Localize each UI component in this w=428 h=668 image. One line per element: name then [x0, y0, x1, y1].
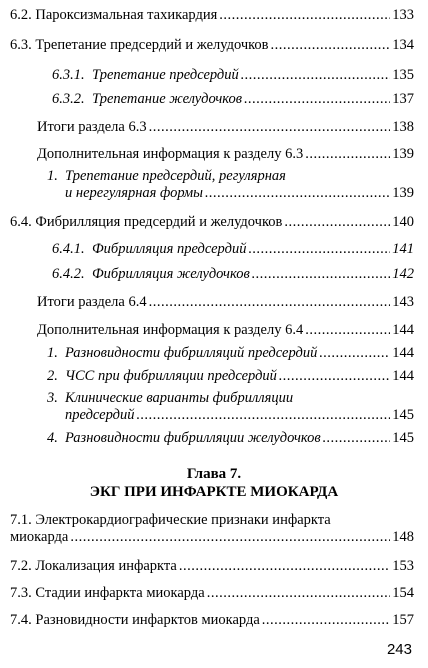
- leader-dots: [219, 7, 390, 24]
- toc-entry-number: 3.: [47, 390, 58, 406]
- leader-dots: [149, 119, 391, 136]
- toc-entry-page: 135: [392, 67, 414, 83]
- toc-entry-number: 7.4.: [10, 612, 32, 628]
- leader-dots: [284, 214, 390, 231]
- toc-entry-extra-6-3-1-line2: [65, 185, 414, 202]
- toc-entry-page: 144: [392, 368, 414, 384]
- toc-entry-title: Итоги раздела 6.4: [37, 294, 147, 310]
- toc-entry-title: Трепетание предсердий и желудочков: [35, 37, 269, 53]
- leader-dots: [207, 585, 391, 602]
- toc-entry-summary-6-4: [37, 294, 414, 311]
- leader-dots: [149, 294, 391, 311]
- toc-entry-title-line2: предсердий: [65, 407, 135, 423]
- toc-entry-number: 6.4.1.: [52, 241, 85, 257]
- toc-entry-number: 6.3.1.: [52, 67, 85, 83]
- toc-entry-page: 141: [392, 241, 414, 257]
- toc-entry-extra-6-4-3-line1: [47, 390, 414, 407]
- toc-entry-number: 1.: [47, 168, 58, 184]
- toc-entry-summary-6-3: [37, 119, 414, 136]
- toc-entry-page: 145: [392, 407, 414, 423]
- leader-dots: [252, 266, 390, 283]
- toc-entry-extra-6-4-2: [47, 368, 414, 385]
- leader-dots: [319, 345, 390, 362]
- toc-entry-number: 7.3.: [10, 585, 32, 601]
- toc-entry-number: 6.2.: [10, 7, 32, 23]
- toc-entry-extra-6-4-4: [47, 430, 414, 447]
- toc-entry-6-3: [10, 37, 414, 54]
- toc-entry-page: 153: [392, 558, 414, 574]
- toc-entry-page: 134: [392, 37, 414, 53]
- leader-dots: [244, 91, 390, 108]
- toc-entry-6-4: [10, 214, 414, 231]
- toc-entry-title: Стадии инфаркта миокарда: [35, 585, 205, 601]
- chapter-label: Глава 7.: [186, 466, 242, 482]
- toc-entry-title-line1: Электрокардиографические признаки инфаркта: [35, 512, 331, 528]
- leader-dots: [205, 185, 390, 202]
- toc-entry-number: 6.4.: [10, 214, 32, 230]
- toc-entry-title-line2: и нерегулярная формы: [65, 185, 203, 201]
- toc-entry-number: 6.3.2.: [52, 91, 85, 107]
- toc-entry-7-1-line1: [10, 512, 414, 529]
- toc-entry-6-3-1: [52, 67, 414, 84]
- toc-entry-number: 6.3.: [10, 37, 32, 53]
- toc-entry-page: 144: [392, 322, 414, 338]
- toc-entry-page: 145: [392, 430, 414, 446]
- toc-entry-6-4-2: [52, 266, 414, 283]
- leader-dots: [305, 146, 390, 163]
- toc-entry-title: ЧСС при фибрилляции предсердий: [65, 368, 277, 384]
- toc-entry-title: Разновидности фибрилляции желудочков: [65, 430, 321, 446]
- toc-entry-title: Пароксизмальная тахикардия: [35, 7, 218, 23]
- toc-entry-6-3-2: [52, 91, 414, 108]
- toc-entry-title: Трепетание предсердий: [92, 67, 239, 83]
- toc-entry-extra-6-4-3-line2: [65, 407, 414, 424]
- toc-entry-page: 157: [392, 612, 414, 628]
- toc-entry-page: 142: [392, 266, 414, 282]
- toc-entry-number: 7.1.: [10, 512, 32, 528]
- toc-entry-7-3: [10, 585, 414, 602]
- toc-entry-number: 2.: [47, 368, 58, 384]
- toc-entry-page: 144: [392, 345, 414, 361]
- toc-entry-7-4: [10, 612, 414, 629]
- leader-dots: [305, 322, 390, 339]
- toc-entry-extra-6-3-1-line1: [47, 168, 414, 185]
- toc-entry-page: 133: [392, 7, 414, 23]
- toc-entry-page: 137: [392, 91, 414, 107]
- toc-entry-extra-6-4: [37, 322, 414, 339]
- toc-entry-title: Дополнительная информация к разделу 6.4: [37, 322, 304, 338]
- leader-dots: [248, 241, 390, 258]
- leader-dots: [271, 37, 391, 54]
- toc-entry-title: Разновидности фибрилляций предсердий: [65, 345, 318, 361]
- toc-entry-title-line1: Трепетание предсердий, регулярная: [65, 168, 286, 184]
- toc-entry-6-2: [10, 7, 414, 24]
- toc-entry-extra-6-3: [37, 146, 414, 163]
- toc-entry-title: Дополнительная информация к разделу 6.3: [37, 146, 304, 162]
- leader-dots: [279, 368, 390, 385]
- toc-entry-extra-6-4-1: [47, 345, 414, 362]
- toc-entry-6-4-1: [52, 241, 414, 258]
- toc-entry-title: Разновидности инфарктов миокарда: [35, 612, 260, 628]
- toc-entry-title: Трепетание желудочков: [92, 91, 243, 107]
- leader-dots: [241, 67, 390, 84]
- toc-entry-page: 143: [392, 294, 414, 310]
- toc-entry-page: 148: [392, 529, 414, 545]
- toc-entry-title: Фибрилляция предсердий: [92, 241, 247, 257]
- toc-entry-7-2: [10, 558, 414, 575]
- chapter-title: ЭКГ ПРИ ИНФАРКТЕ МИОКАРДА: [89, 484, 339, 500]
- page-number: 243: [386, 641, 412, 658]
- toc-entry-page: 154: [392, 585, 414, 601]
- toc-entry-title: Локализация инфаркта: [35, 558, 177, 574]
- toc-entry-page: 138: [392, 119, 414, 135]
- leader-dots: [70, 529, 390, 546]
- toc-entry-page: 139: [392, 146, 414, 162]
- toc-entry-number: 7.2.: [10, 558, 32, 574]
- toc-entry-number: 4.: [47, 430, 58, 446]
- toc-entry-page: 140: [392, 214, 414, 230]
- toc-entry-page: 139: [392, 185, 414, 201]
- toc-entry-7-1-line2: [10, 529, 414, 546]
- toc-entry-number: 6.4.2.: [52, 266, 85, 282]
- toc-entry-title: Фибрилляция предсердий и желудочков: [35, 214, 283, 230]
- toc-entry-title: Итоги раздела 6.3: [37, 119, 147, 135]
- leader-dots: [323, 430, 391, 447]
- toc-entry-title-line1: Клинические варианты фибрилляции: [65, 390, 294, 406]
- toc-entry-number: 1.: [47, 345, 58, 361]
- toc-entry-title-line2: миокарда: [10, 529, 69, 545]
- leader-dots: [179, 558, 390, 575]
- leader-dots: [136, 407, 390, 424]
- leader-dots: [262, 612, 390, 629]
- toc-entry-title: Фибрилляция желудочков: [92, 266, 250, 282]
